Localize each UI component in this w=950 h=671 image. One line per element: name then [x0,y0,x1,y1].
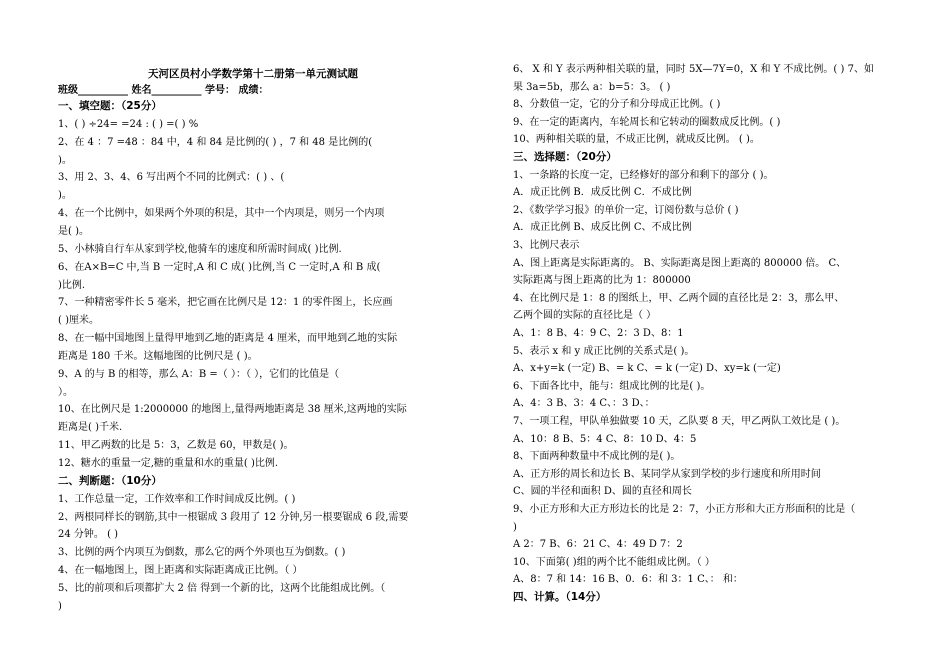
text-line-right-19: A、4：3 B、3：4 C、：3 D、： [513,398,655,410]
text-line-left-13: 8、在一幅中国地图上量得甲地到乙地的距离是 4 厘米，而甲地到乙地的实际 [58,333,398,345]
text-line-right-9: A．成正比例 B、成反比例 C、不成比例 [513,222,692,234]
text-line-right-24: C、圆的半径和面积 D、圆的直径和周长 [513,486,692,498]
text-line-left-9: 6、在A×B=C 中,当 B 一定时,A 和 C 成( )比例,当 C 一定时,A 和 B 成( [58,261,381,273]
text-line-left-28: ) [58,600,62,612]
text-line-right-3: 9、在一定的距离内，车轮周长和它转动的圈数成反比例。( ) [513,116,781,128]
section-heading-left-0: 一、填空题：（25分） [58,100,162,112]
text-line-right-29: A、8：7 和 14：16 B、0．6：和 3：1 C、： 和： [513,574,743,586]
text-line-left-17: 10、在比例尺是 1:2000000 的地图上,量得两地距离是 38 厘米,这两地的实际 [58,404,407,416]
text-line-left-11: 7、一种精密零件长 5 毫米，把它画在比例尺是 12：1 的零件图上，长应画 [58,297,393,309]
page-title: 天河区员村小学数学第十二册第一单元测试题 [148,68,358,80]
text-line-right-8: 2、《数学学习报》的单价一定，订阅份数与总价 ( ) [513,204,739,216]
text-line-right-26: ) [513,521,517,533]
text-line-left-6: 4、在一个比例中，如果两个外项的积是，其中一个内项是，则另一个内项 [58,208,385,220]
text-line-left-26: 4、在一幅地图上，图上距离和实际距离成正比例。（ ） [58,565,303,577]
text-line-left-5: )。 [58,190,72,202]
text-line-right-18: 6、下面各比中，能与：组成比例的比是( )。 [513,380,711,392]
text-line-right-17: A、x+y=k (一定) B、= k C、= k (一定) D、xy=k (一定) [513,363,781,375]
text-line-left-1: 1、( ) ÷24= =24 : ( ) =( ) % [58,118,199,130]
text-line-right-13: 4、在比例尺是 1：8 的图纸上，甲、乙两个圆的直径比是 2：3，那么甲、 [513,292,845,304]
text-line-left-23: 2、两根同样长的钢筋,其中一根锯成 3 段用了 12 分钟,另一根要锯成 6 段,需要 [58,511,409,523]
text-line-left-24: 24 分钟。 ( ) [58,529,119,541]
text-line-right-25: 9、小正方形和大正方形边长的比是 2：7，小正方形和大正方形面积的比是（ [513,504,856,515]
text-line-right-1: 果 3a=5b，那么 a：b=5：3。 ( ) [513,81,671,93]
text-line-right-12: 实际距离与图上距离的比为 1：800000 [513,275,691,287]
header-fields: 班级__________ 姓名__________ 学号： 成绩： [58,85,269,96]
text-line-right-20: 7、一项工程，甲队单独做要 10 天，乙队要 8 天，甲乙两队工效比是 ( )。 [513,416,846,427]
text-line-right-15: A、1：8 B、4：9 C、2：3 D、8：1 [513,328,684,339]
text-line-right-6: 1、一条路的长度一定，已经修好的部分和剩下的部分 ( )。 [513,169,774,181]
text-line-left-8: 5、小林骑自行车从家到学校,他骑车的速度和所需时间成( )比例. [58,243,342,255]
text-line-left-15: 9、A 的与 B 的相等，那么 A：B =（ ）：（ ），它们的比值是（ [58,368,340,380]
text-line-right-28: 10、下面第( )组的两个比不能组成比例。（ ） [513,556,715,568]
text-line-right-4: 10、两种相关联的量，不成正比例，就成反比例。 ( )。 [513,134,760,146]
text-line-right-7: A．成正比例 B．成反比例 C．不成比例 [513,187,692,199]
text-line-left-12: ( )厘米。 [58,315,99,327]
text-line-left-19: 11、甲乙两数的比是 5：3，乙数是 60，甲数是( )。 [58,440,294,452]
section-heading-right-30: 四、计算。（14分） [513,591,607,603]
section-heading-left-21: 二、判断题：（10分） [58,474,162,487]
text-line-right-2: 8、分数值一定，它的分子和分母成正比例。( ) [513,99,721,111]
text-line-right-22: 8、下面两种数量中不成比例的是( )。 [513,451,681,463]
text-line-right-27: A 2：7 B、6：21 C、4：49 D 7：2 [513,539,683,551]
text-line-left-7: 是( )。 [58,225,89,237]
text-line-left-4: 3、用 2、3、4、6 写出两个不同的比例式：( ) 、( [58,172,285,184]
text-line-right-16: 5、表示 x 和 y 成正比例的关系式是( )。 [513,345,695,357]
text-line-left-14: 距离是 180 千米。这幅地图的比例尺是 ( )。 [58,350,258,362]
text-line-right-23: A、正方形的周长和边长 B、某同学从家到学校的步行速度和所用时间 [513,468,821,480]
section-heading-right-5: 三、选择题：（20分） [513,151,617,163]
text-line-left-25: 3、比例的两个内项互为倒数，那么它的两个外项也互为倒数。( ) [58,547,346,559]
text-line-right-10: 3、比例尺表示 [513,240,580,251]
text-line-left-3: )。 [58,154,72,166]
text-line-left-18: 距离是( )千米. [58,422,123,434]
text-line-left-22: 1、工作总量一定，工作效率和工作时间成反比例。( ) [58,493,296,505]
text-line-left-20: 12、糖水的重量一定,糖的重量和水的重量( )比例. [58,458,279,469]
text-line-left-16: ）。 [58,386,73,398]
text-line-right-14: 乙两个圆的实际的直径比是（ ） [513,310,657,322]
text-line-left-2: 2、在 4 ：7 =48 ：84 中，4 和 84 是比例的( ) ，7 和 48 是比例的( [58,136,373,148]
text-line-left-27: 5、比的前项和后项都扩大 2 倍 得到一个新的比，这两个比能组成比例。（ [58,582,386,594]
text-line-left-10: )比例. [58,279,86,291]
text-line-right-11: A、图上距离是实际距离的。 B、实际距离是图上距离的 800000 倍。 C、 [513,257,847,269]
text-line-right-21: A、10：8 B、5：4 C、8：10 D、4：5 [513,433,697,445]
text-line-right-0: 6、 X 和 Y 表示两种相关联的量，同时 5X—7Y=0，X 和 Y 不成比例。( ) 7、如 [513,64,874,75]
